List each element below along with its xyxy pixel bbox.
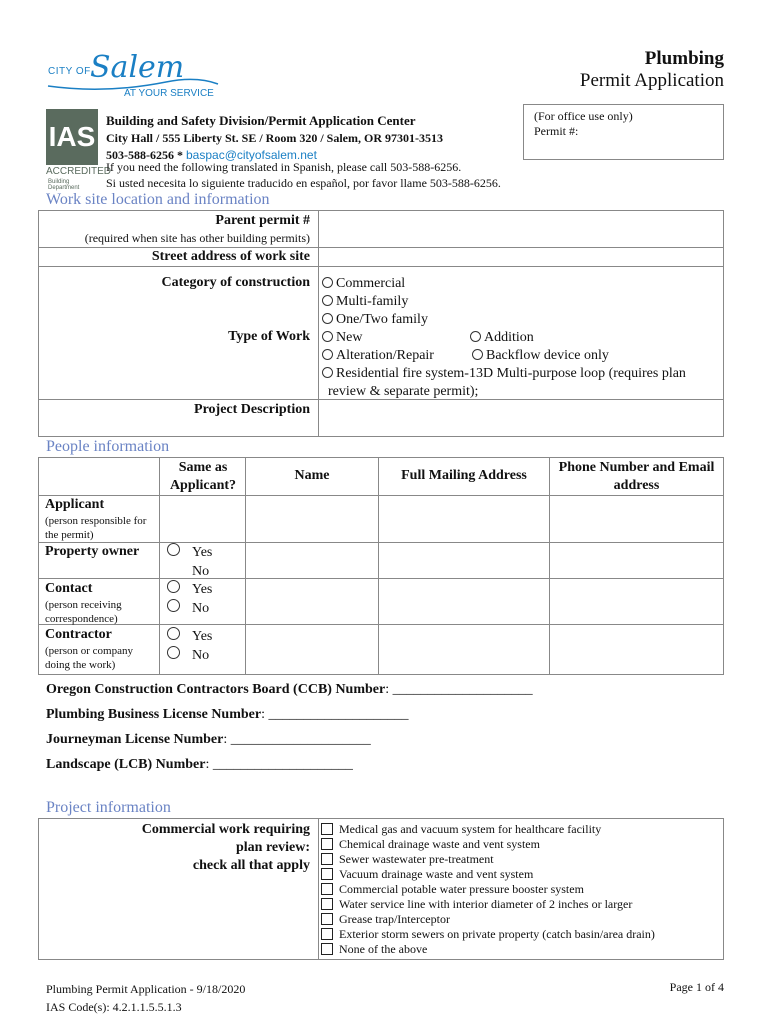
checkbox-icon	[321, 943, 333, 955]
type-alteration[interactable]: Alteration/Repair	[322, 348, 434, 363]
checkbox-sewer-pretreatment[interactable]: Sewer wastewater pre-treatment	[321, 852, 655, 867]
people-table	[38, 457, 724, 675]
contractor-same-no[interactable]: No	[167, 646, 212, 665]
radio-icon	[322, 295, 333, 306]
row-owner-title: Property owner	[45, 544, 140, 559]
checkbox-icon	[321, 913, 333, 925]
type-new[interactable]: New	[322, 330, 362, 345]
row-contact-title: Contact	[45, 581, 93, 596]
division-name: Building and Safety Division/Permit Application Center	[106, 113, 416, 128]
category-label: Category of construction	[161, 275, 310, 290]
radio-icon	[322, 313, 333, 324]
footer-form-name: Plumbing Permit Application - 9/18/2020	[46, 982, 246, 996]
checkbox-vacuum-drainage[interactable]: Vacuum drainage waste and vent system	[321, 867, 655, 882]
office-use-label: (For office use only)	[534, 109, 633, 123]
checkbox-icon	[321, 928, 333, 940]
radio-icon	[167, 599, 180, 612]
permit-number-label[interactable]: Permit #:	[534, 124, 579, 138]
checkbox-icon	[321, 823, 333, 835]
col-phone-email: Phone Number and Email address	[558, 460, 715, 493]
category-commercial[interactable]: Commercial	[322, 275, 428, 293]
radio-icon	[322, 367, 333, 378]
checkbox-icon	[321, 838, 333, 850]
radio-icon	[322, 349, 333, 360]
ias-badge	[46, 109, 112, 191]
journeyman-license-line[interactable]: Journeyman License Number: ____________________	[46, 732, 371, 747]
contractor-same-yes[interactable]: Yes	[167, 627, 212, 646]
logo-city-of: CITY OF	[48, 66, 91, 77]
address: City Hall / 555 Liberty St. SE / Room 320 / Salem, OR 97301-3513	[106, 131, 443, 145]
type-addition[interactable]: Addition	[470, 329, 534, 347]
radio-icon	[472, 349, 483, 360]
project-description-label: Project Description	[194, 402, 310, 417]
checkbox-booster-system[interactable]: Commercial potable water pressure booster system	[321, 882, 655, 897]
type-backflow[interactable]: Backflow device only	[472, 347, 609, 365]
checkbox-icon	[321, 883, 333, 895]
plumbing-license-line[interactable]: Plumbing Business License Number: ____________________	[46, 707, 409, 722]
row-contractor-title: Contractor	[45, 627, 112, 642]
radio-icon	[167, 627, 180, 640]
parent-permit-note: (required when site has other building permits)	[84, 231, 310, 245]
checkbox-storm-sewers[interactable]: Exterior storm sewers on private property (catch basin/area drain)	[321, 927, 655, 942]
contact-same-no[interactable]: No	[167, 599, 212, 618]
checkbox-icon	[321, 853, 333, 865]
parent-permit-label: Parent permit #	[215, 213, 310, 228]
radio-icon	[167, 543, 180, 556]
worksite-table	[38, 210, 724, 437]
project-table	[38, 818, 724, 960]
type-fire-system[interactable]: Residential fire system-13D Multi-purpose loop (requires plan	[322, 365, 722, 383]
checkbox-icon	[321, 868, 333, 880]
project-heading: Project information	[46, 799, 171, 816]
project-description-field[interactable]	[320, 400, 722, 435]
row-applicant-title: Applicant	[45, 497, 105, 512]
row-contact-sub: (person receiving correspondence)	[45, 599, 122, 625]
logo-tagline: AT YOUR SERVICE	[124, 88, 214, 99]
ias-dept: Building Department	[48, 179, 80, 191]
worksite-heading: Work site location and information	[46, 191, 270, 208]
checkbox-none[interactable]: None of the above	[321, 942, 655, 957]
col-name: Name	[294, 468, 330, 483]
office-use-box	[523, 104, 724, 160]
col-mailing-address: Full Mailing Address	[401, 468, 527, 483]
radio-icon	[470, 331, 481, 342]
type-fire-system-cont: review & separate permit);	[328, 384, 479, 399]
col-same-as-applicant: Same as Applicant?	[169, 460, 237, 493]
parent-permit-field[interactable]	[320, 212, 722, 246]
checkbox-water-service-line[interactable]: Water service line with interior diameter of 2 inches or larger	[321, 897, 655, 912]
project-label-line3: check all that apply	[192, 858, 310, 873]
checkbox-icon	[321, 898, 333, 910]
radio-icon	[167, 646, 180, 659]
owner-same-no[interactable]: No	[192, 564, 210, 579]
landscape-lcb-line[interactable]: Landscape (LCB) Number: ____________________	[46, 757, 353, 772]
radio-icon	[322, 277, 333, 288]
row-applicant-sub: (person responsible for the permit)	[45, 515, 147, 541]
category-multifamily[interactable]: Multi-family	[322, 293, 428, 311]
street-address-label: Street address of work site	[151, 249, 310, 264]
city-logo	[46, 52, 221, 102]
translation-en: If you need the following translated in Spanish, please call 503-588-6256.	[106, 160, 462, 174]
page-title: Plumbing	[644, 48, 724, 69]
street-address-field[interactable]	[320, 248, 722, 265]
ccb-number-line[interactable]: Oregon Construction Contractors Board (CCB) Number: ____________________	[46, 682, 533, 697]
category-onetwo-family[interactable]: One/Two family	[322, 311, 428, 329]
logo-salem: Salem	[90, 50, 185, 85]
checkbox-grease-trap[interactable]: Grease trap/Interceptor	[321, 912, 655, 927]
type-of-work-label: Type of Work	[228, 329, 310, 344]
checkbox-chemical-drainage[interactable]: Chemical drainage waste and vent system	[321, 837, 655, 852]
radio-icon	[322, 331, 333, 342]
footer-ias-codes: IAS Code(s): 4.2.1.1.5.5.1.3	[46, 1000, 182, 1014]
row-contractor-sub: (person or company doing the work)	[45, 645, 133, 671]
checkbox-medical-gas[interactable]: Medical gas and vacuum system for healthcare facility	[321, 822, 655, 837]
people-heading: People information	[46, 438, 170, 455]
translation-es: Si usted necesita lo siguiente traducido en español, por favor llame 503-588-6256.	[106, 176, 501, 190]
footer-page-number: Page 1 of 4	[669, 980, 724, 994]
project-label-line1: Commercial work requiring	[141, 822, 310, 837]
ias-accredited: ACCREDITED	[46, 166, 112, 177]
ias-logo: IAS	[46, 109, 98, 165]
contact-same-yes[interactable]: Yes	[167, 580, 212, 599]
owner-same-yes[interactable]: Yes	[167, 543, 212, 562]
project-label-line2: plan review:	[235, 840, 310, 855]
phone: 503-588-6256 *	[106, 148, 183, 162]
page-subtitle: Permit Application	[579, 70, 724, 91]
email-link[interactable]: baspac@cityofsalem.net	[186, 148, 317, 162]
radio-icon	[167, 580, 180, 593]
